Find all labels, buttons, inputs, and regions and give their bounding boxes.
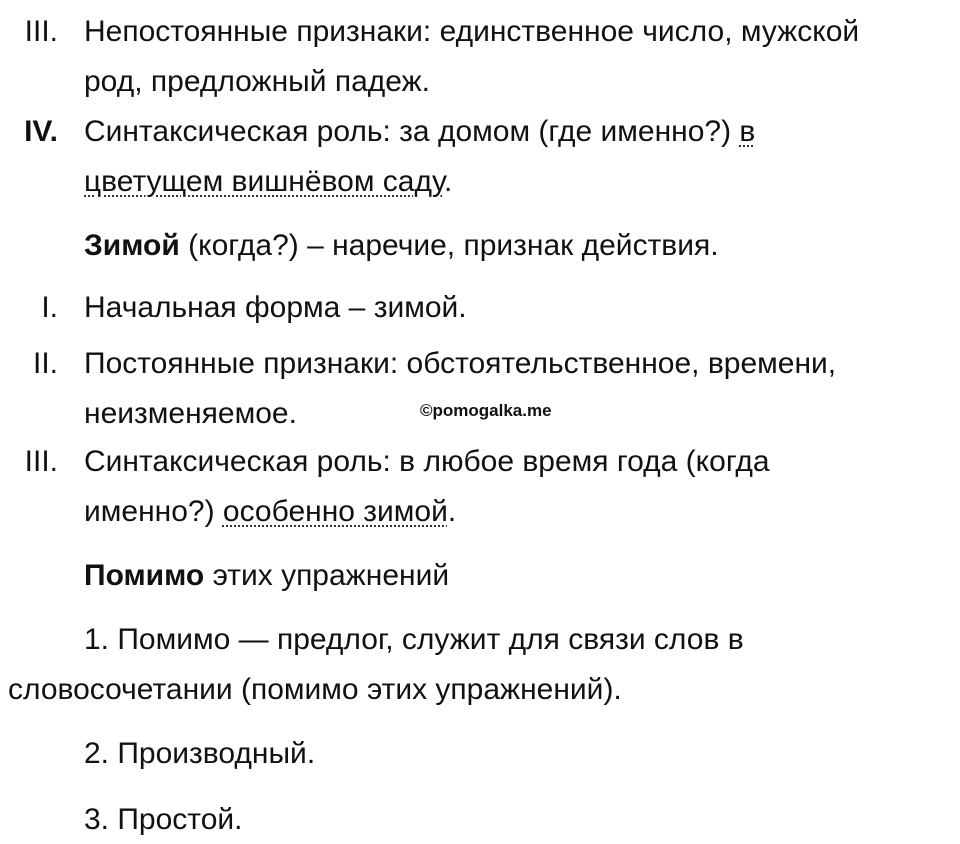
text-line: Начальная форма – зимой. bbox=[84, 291, 467, 324]
list-numeral: III. bbox=[24, 15, 58, 48]
paragraph-line: 1. Помимо — предлог, служит для связи слов в bbox=[84, 623, 744, 656]
text-line: Непостоянные признаки: единственное число, мужской bbox=[84, 15, 860, 48]
list-numeral: IV. bbox=[24, 115, 58, 148]
underlined-phrase: в bbox=[739, 115, 756, 148]
list-numeral: I. bbox=[41, 291, 58, 324]
text-plain: именно?) bbox=[84, 495, 223, 528]
text-plain: . bbox=[447, 495, 457, 528]
word-heading bbox=[84, 558, 449, 594]
word-heading bbox=[84, 228, 719, 264]
text-plain: Синтаксическая роль: за домом (где именно?) bbox=[84, 115, 740, 148]
heading-word: Зимой bbox=[84, 229, 180, 262]
text-line: род, предложный падеж. bbox=[84, 65, 431, 98]
list-numeral: III. bbox=[24, 445, 58, 478]
heading-rest: (когда?) – наречие, признак действия. bbox=[179, 229, 719, 262]
text-line bbox=[84, 494, 456, 530]
paragraph-line: словосочетании (помимо этих упражнений). bbox=[8, 673, 622, 706]
heading-rest: этих упражнений bbox=[204, 559, 450, 592]
underlined-phrase: цветущем вишнёвом саду bbox=[84, 165, 444, 198]
list-numeral: II. bbox=[32, 347, 58, 380]
text-line: Постоянные признаки: обстоятельственное, времени, bbox=[84, 347, 837, 380]
underlined-phrase: особенно зимой bbox=[222, 495, 448, 528]
text-line bbox=[84, 114, 755, 150]
text-line: неизменяемое. bbox=[84, 397, 297, 430]
watermark: ©pomogalka.me bbox=[420, 401, 552, 420]
heading-word: Помимо bbox=[84, 559, 205, 592]
text-plain: . bbox=[444, 165, 453, 198]
paragraph-line: 3. Простой. bbox=[84, 803, 243, 836]
text-line: Синтаксическая роль: в любое время года (когда bbox=[84, 445, 770, 478]
paragraph-line: 2. Производный. bbox=[84, 737, 316, 770]
text-line bbox=[84, 164, 452, 200]
